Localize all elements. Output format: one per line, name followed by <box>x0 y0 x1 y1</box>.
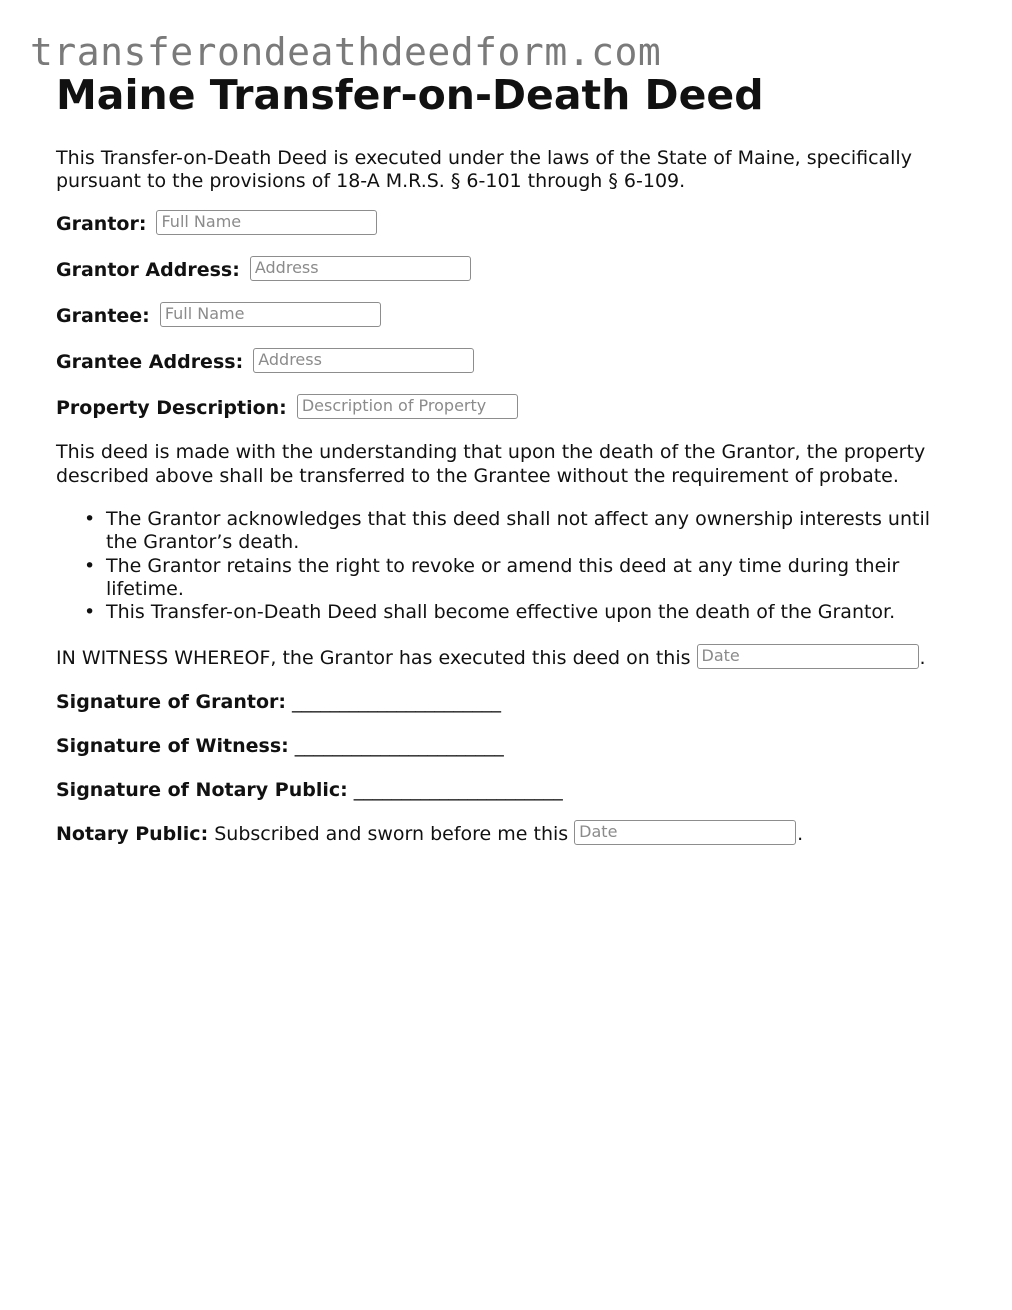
list-item-text: The Grantor acknowledges that this deed shall not affect any ownership interests until the Grantor’s death. <box>106 508 931 554</box>
grantor-address-row <box>56 257 956 283</box>
grantor-name-field[interactable]: Full Name <box>156 210 377 235</box>
witness-statement <box>56 645 956 671</box>
grantor-signature-label: Signature of Grantor: <box>56 691 286 714</box>
list-item-text: The Grantor retains the right to revoke or amend this deed at any time during their lifetime. <box>106 554 900 600</box>
witness-period: . <box>919 647 926 670</box>
execution-date-field[interactable]: Date <box>697 644 919 669</box>
site-watermark: transferondeathdeedform.com <box>30 30 662 74</box>
grantor-address-field[interactable]: Address <box>250 256 471 281</box>
grantor-address-label: Grantor Address: <box>56 259 240 281</box>
notary-text: Subscribed and sworn before me this <box>214 823 569 846</box>
witness-signature-label: Signature of Witness: <box>56 735 289 758</box>
grantor-signature-line[interactable]: ______________________ <box>292 691 502 714</box>
understanding-paragraph: This deed is made with the understanding that upon the death of the Grantor, the property described above shall be transferred to the Grantee without the requirement of probate. <box>56 441 926 487</box>
bullet-icon: • <box>84 601 96 624</box>
list-item-text: This Transfer-on-Death Deed shall become effective upon the death of the Grantor. <box>106 601 896 624</box>
page-title: Maine Transfer-on-Death Deed <box>56 71 764 119</box>
grantor-row <box>56 211 956 237</box>
notary-label: Notary Public: <box>56 823 209 846</box>
grantor-signature-row <box>56 689 956 715</box>
property-description-row <box>56 395 956 421</box>
list-item <box>84 508 956 555</box>
notary-date-field[interactable]: Date <box>574 820 796 845</box>
grantee-address-row <box>56 349 956 375</box>
grantee-address-field[interactable]: Address <box>253 348 474 373</box>
intro-paragraph: This Transfer-on-Death Deed is executed under the laws of the State of Maine, specifically pursuant to the provisions of 18-A M.R.S. § 6-101 through § 6-109. <box>56 147 912 192</box>
bullet-icon: • <box>84 554 96 577</box>
grantee-name-field[interactable]: Full Name <box>160 302 381 327</box>
witness-signature-row <box>56 733 956 759</box>
property-description-label: Property Description: <box>56 397 287 419</box>
notary-signature-label: Signature of Notary Public: <box>56 779 348 802</box>
notary-signature-line[interactable]: ______________________ <box>353 779 563 802</box>
witness-text: IN WITNESS WHEREOF, the Grantor has executed this deed on this <box>56 647 691 670</box>
list-item <box>84 601 956 624</box>
deed-form <box>56 72 956 847</box>
witness-signature-line[interactable]: ______________________ <box>294 735 504 758</box>
bullet-icon: • <box>84 508 96 530</box>
grantee-label: Grantee: <box>56 305 150 327</box>
notary-signature-row <box>56 777 956 803</box>
notary-statement <box>56 821 956 847</box>
terms-list <box>56 508 956 624</box>
property-description-field[interactable]: Description of Property <box>297 394 518 419</box>
grantor-label: Grantor: <box>56 213 147 235</box>
grantee-address-label: Grantee Address: <box>56 351 244 373</box>
grantee-row <box>56 303 956 329</box>
notary-period: . <box>797 823 804 846</box>
list-item <box>84 554 956 602</box>
